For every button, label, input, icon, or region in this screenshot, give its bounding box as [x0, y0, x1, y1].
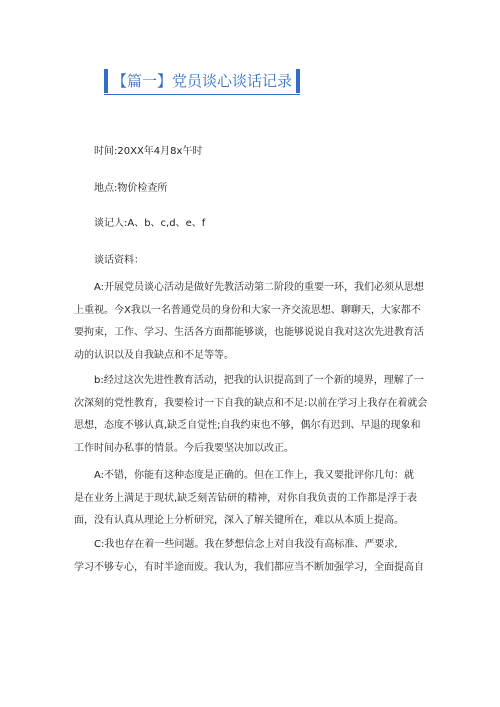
paragraph-line: 面，没有认真从理论上分析研究，深入了解关键所在，难以从本质上提高。: [74, 515, 404, 526]
paragraph-2: [74, 370, 434, 460]
document-title: [104, 66, 300, 96]
title-underline: [104, 94, 300, 95]
meeting-participants: 谈记人:A、b、c,d、e、f: [94, 218, 206, 229]
title-right-bar: [296, 69, 300, 93]
paragraph-line: 要拘束，工作、学习、生活各方面都能够谈，也能够说说自我对这次先进教育活: [74, 327, 424, 338]
title-text: 【篇一】党员谈心谈话记录: [112, 72, 293, 90]
paragraph-line: 学习不够专心，有时半途而废。我认为，我们都应当不断加强学习，全面提高自: [74, 561, 424, 573]
paragraph-line: 是在业务上满足于现状,缺乏刻苦钻研的精神，对你自我负责的工作都是浮于表: [74, 492, 418, 504]
materials-heading: 谈话资料：: [94, 255, 144, 266]
paragraph-line: 工作时间办私事的情景。今后我要坚决加以改正。: [74, 442, 294, 454]
paragraph-line: A:开展党员谈心活动是做好先教活动第二阶段的重要一环，我们必须从思想: [94, 282, 425, 293]
paragraph-line: 上重视。今X我以一名普通党员的身份和大家一齐交流思想、聊聊天，大家都不: [74, 304, 421, 316]
paragraph-line: 次深刻的党性教育，我要检讨一下自我的缺点和不足:以前在学习上我存在着就会: [74, 397, 428, 409]
paragraph-line: A:不错，你能有这种态度是正确的。但在工作上，我又要批评你几句：就: [94, 470, 415, 481]
paragraph-line: 思想，态度不够认真,缺乏自觉性;自我约束也不够，偶尔有迟到、早退的现象和: [74, 420, 421, 431]
meeting-location: 地点:物价检查所: [94, 183, 168, 194]
paragraph-line: b:经过这次先进性教育活动，把我的认识提高到了一个新的境界，理解了一: [94, 375, 424, 386]
paragraph-line: C:我也存在着一些问题。我在梦想信念上对自我没有高标准、严要求,: [94, 539, 398, 550]
paragraph-3: [74, 465, 434, 533]
meeting-time: 时间:20XX年4月8x午时: [94, 146, 203, 157]
paragraph-1: [74, 277, 434, 367]
paragraph-4: [74, 534, 434, 579]
paragraph-line: 动的认识以及自我缺点和不足等等。: [74, 349, 234, 361]
